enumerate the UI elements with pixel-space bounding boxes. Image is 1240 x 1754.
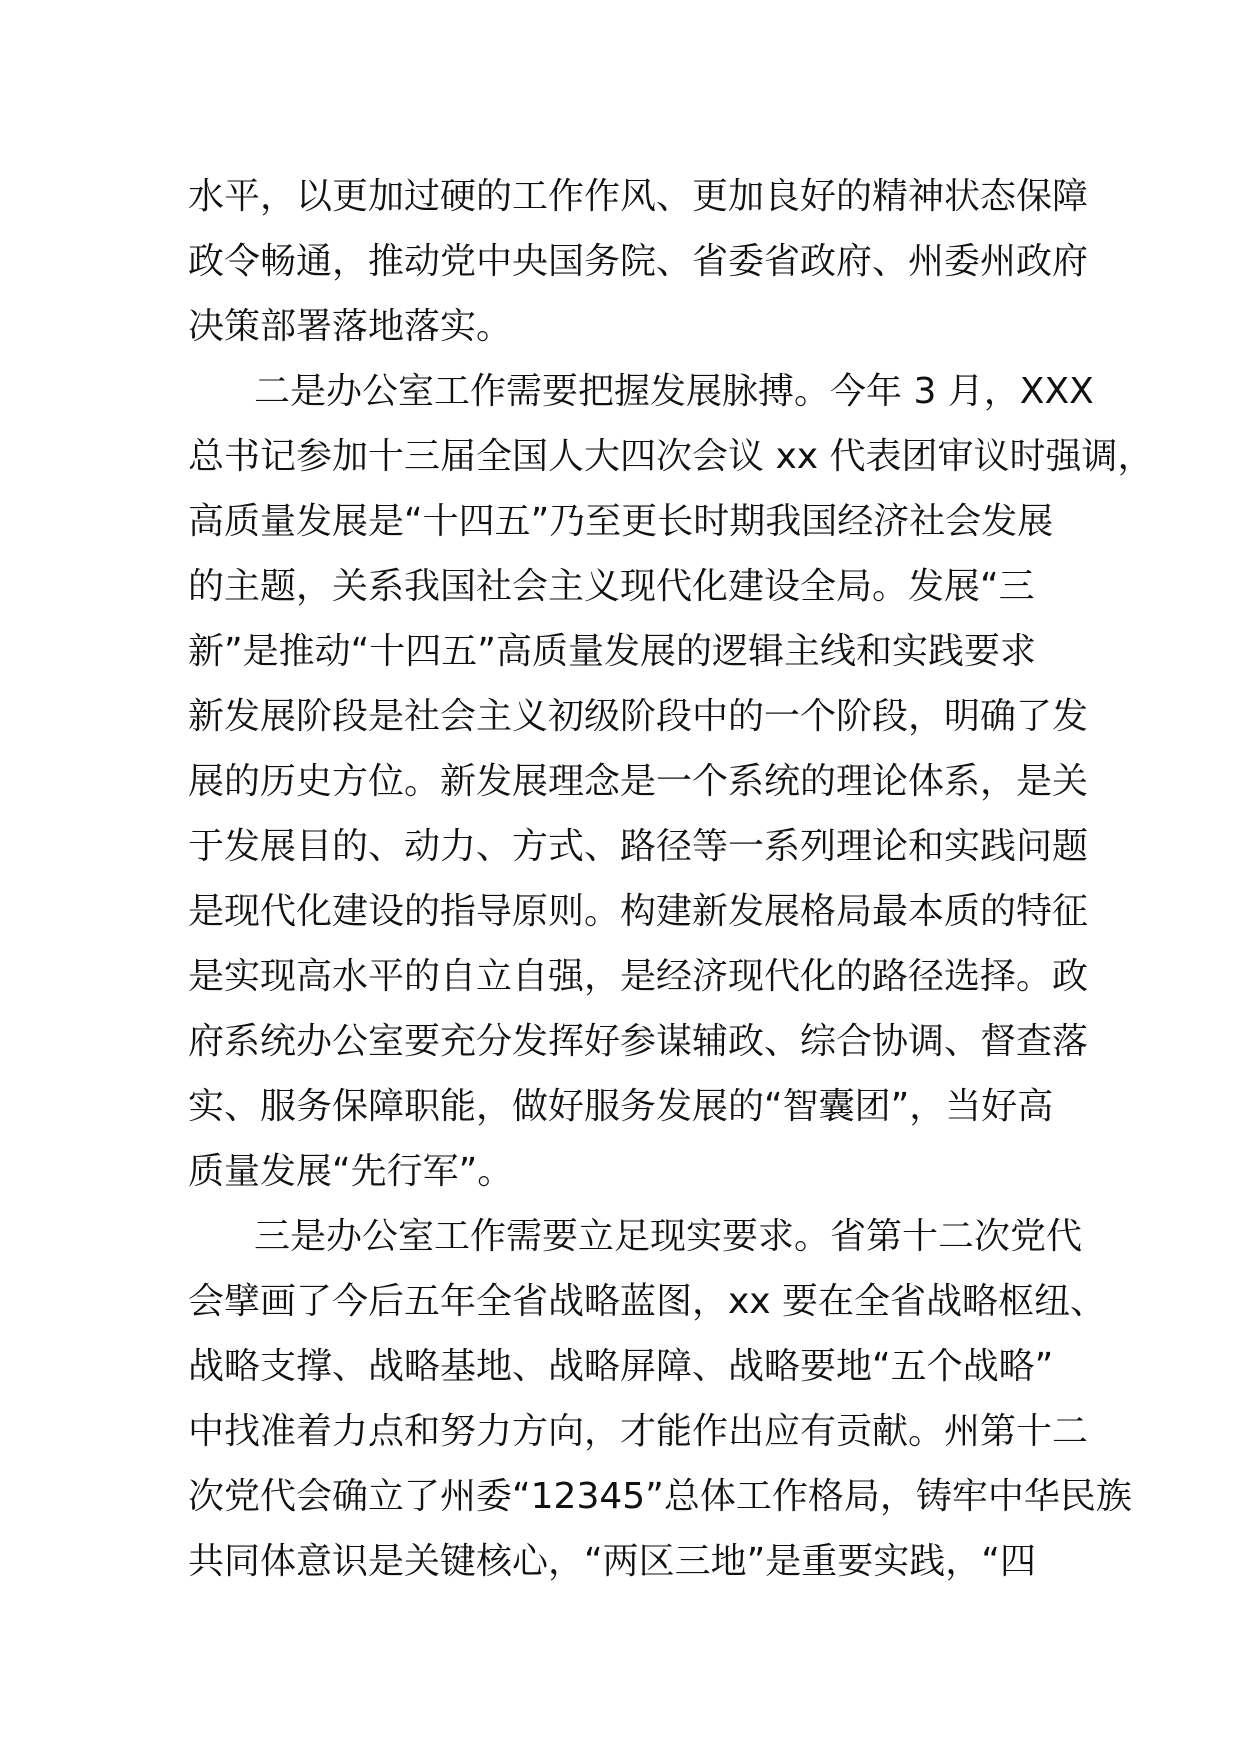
text-line: 于发展目的、动力、方式、路径等一系列理论和实践问题 — [188, 826, 1089, 867]
text-line: 次党代会确立了州委“12345”总体工作格局，铸牢中华民族 — [188, 1476, 1132, 1517]
text-line: 的主题，关系我国社会主义现代化建设全局。发展“三 — [188, 566, 1035, 607]
text-line: 政令畅通，推动党中央国务院、省委省政府、州委州政府 — [188, 241, 1089, 282]
text-line: 水平，以更加过硬的工作作风、更加良好的精神状态保障 — [188, 176, 1089, 217]
body-text — [188, 164, 1154, 1594]
text-line: 是现代化建设的指导原则。构建新发展格局最本质的特征 — [188, 891, 1089, 932]
text-line: 战略支撑、战略基地、战略屏障、战略要地“五个战略” — [188, 1346, 1054, 1387]
text-line: 质量发展“先行军”。 — [188, 1151, 514, 1192]
text-line: 中找准着力点和努力方向，才能作出应有贡献。州第十二 — [188, 1411, 1089, 1452]
text-line: 新发展阶段是社会主义初级阶段中的一个阶段，明确了发 — [188, 696, 1089, 737]
text-line: 高质量发展是“十四五”乃至更长时期我国经济社会发展 — [188, 501, 1054, 542]
text-line: 共同体意识是关键核心，“两区三地”是重要实践，“四 — [188, 1541, 1036, 1582]
text-line: 是实现高水平的自立自强，是经济现代化的路径选择。政 — [188, 956, 1089, 997]
text-line: 新”是推动“十四五”高质量发展的逻辑主线和实践要求 — [188, 631, 1036, 672]
text-line: 会擘画了今后五年全省战略蓝图，xx 要在全省战略枢纽、 — [188, 1281, 1107, 1322]
text-line: 实、服务保障职能，做好服务发展的“智囊团”，当好高 — [188, 1086, 1054, 1127]
paragraph-start-line: 三是办公室工作需要立足现实要求。省第十二次党代 — [254, 1216, 1083, 1257]
paragraph-start-line: 二是办公室工作需要把握发展脉搏。今年 3 月，XXX — [254, 371, 1094, 412]
text-line: 决策部署落地落实。 — [188, 306, 513, 347]
text-line: 府系统办公室要充分发挥好参谋辅政、综合协调、督查落 — [188, 1021, 1089, 1062]
text-line: 展的历史方位。新发展理念是一个系统的理论体系，是关 — [188, 761, 1089, 802]
text-line: 总书记参加十三届全国人大四次会议 xx 代表团审议时强调， — [188, 436, 1154, 477]
